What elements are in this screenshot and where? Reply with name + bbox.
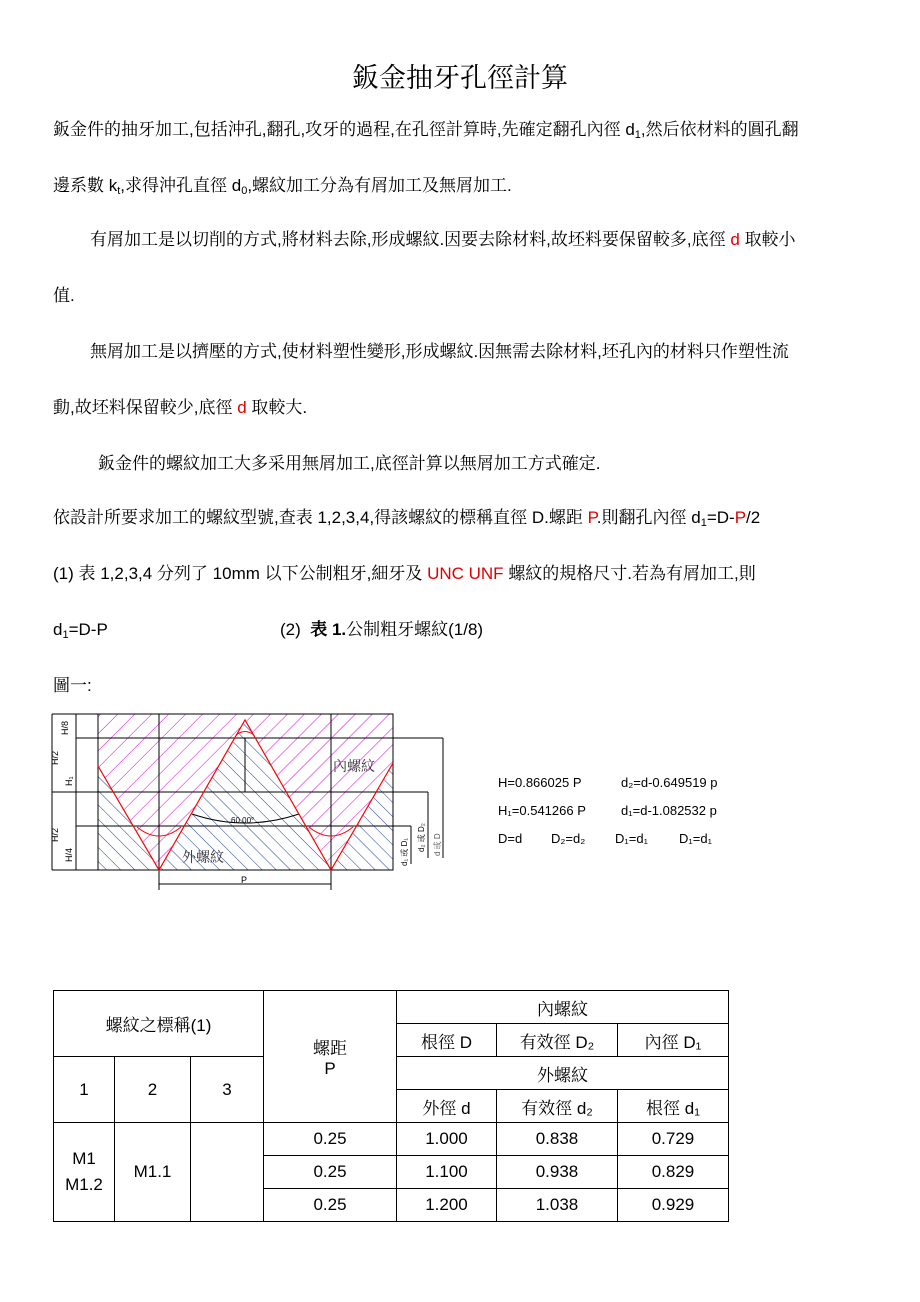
cell-pitch: 0.25 xyxy=(264,1123,397,1156)
formula: H₁=0.541266 P xyxy=(498,803,586,818)
paragraph-2-cont: 值. xyxy=(53,286,75,305)
cell-eff: 1.038 xyxy=(497,1189,618,1222)
header-col-1: 1 xyxy=(54,1057,115,1123)
cell-major: 1.100 xyxy=(397,1156,497,1189)
paragraph-2: 有屑加工是以切削的方式,將材料去除,形成螺紋.因要去除材料,故坯料要保留較多,底徑 d 取較小 xyxy=(90,230,796,249)
label-h1: H₁ xyxy=(64,776,74,786)
figure-label: 圖一: xyxy=(53,676,92,695)
formula: D₁=d₁ xyxy=(615,831,648,846)
page-title: 鈑金抽牙孔徑計算 xyxy=(352,63,568,93)
formula: D₁=d₁ xyxy=(679,831,712,846)
metric-coarse-thread-table xyxy=(53,990,729,1222)
paragraph-5: 依設計所要求加工的螺紋型號,查表 1,2,3,4,得該螺紋的標稱直徑 D.螺距 P.則翻孔內徑 $d_1=D-P/2$ xyxy=(53,508,761,529)
cell-minor: 0.729 xyxy=(618,1123,729,1156)
cell-eff: 0.938 xyxy=(497,1156,618,1189)
formula: D=d xyxy=(498,831,523,846)
formula: d₂=d-0.649519 p xyxy=(621,775,718,790)
paragraph-1: 鈑金件的抽牙加工,包括沖孔,翻孔,攻牙的過程,在孔徑計算時,先確定翻孔內徑 $d_1$,然后依材料的圓孔翻 xyxy=(53,120,799,141)
label-d1: d₁ 或 D₁ xyxy=(400,837,409,866)
header-outer-d: 外徑 d xyxy=(397,1090,497,1123)
label-h8: H/8 xyxy=(60,720,70,735)
label-d2: d₂ 或 D₂ xyxy=(417,823,426,852)
cell-series-1: M1 M1.2 xyxy=(54,1123,115,1222)
header-inner-thread: 內螺紋 xyxy=(397,991,729,1024)
header-nominal: 螺紋之標稱(1) xyxy=(54,991,264,1057)
paragraph-7: $d_1=D-P$ xyxy=(53,620,108,641)
table-row xyxy=(54,1123,729,1156)
header-root-d1: 根徑 d₁ xyxy=(618,1090,729,1123)
header-col-2: 2 xyxy=(115,1057,191,1123)
cell-pitch: 0.25 xyxy=(264,1156,397,1189)
label-inner-thread: 內螺紋 xyxy=(333,758,375,774)
label-h4: H/4 xyxy=(64,847,74,862)
header-eff-D2: 有效徑 D₂ xyxy=(497,1024,618,1057)
header-eff-d2: 有效徑 d₂ xyxy=(497,1090,618,1123)
paragraph-6: (1) 表 1,2,3,4 分列了 10mm 以下公制粗牙,細牙及 UNC UNF 螺紋的規格尺寸.若為有屑加工,則 xyxy=(53,564,756,583)
paragraph-4: 鈑金件的螺紋加工大多采用無屑加工,底徑計算以無屑加工方式確定. xyxy=(98,454,601,473)
cell-major: 1.000 xyxy=(397,1123,497,1156)
label-angle: 60.00° xyxy=(231,816,255,825)
cell-minor: 0.929 xyxy=(618,1189,729,1222)
label-outer-thread: 外螺紋 xyxy=(182,849,224,865)
cell-series-3 xyxy=(191,1123,264,1222)
table-caption: (2) 表 1.公制粗牙螺紋(1/8) xyxy=(280,620,484,639)
header-col-3: 3 xyxy=(191,1057,264,1123)
label-h2-bottom: H/2 xyxy=(50,827,60,842)
cell-pitch: 0.25 xyxy=(264,1189,397,1222)
header-pitch: 螺距 P xyxy=(264,991,397,1123)
paragraph-3-cont: 動,故坯料保留較少,底徑 d 取較大. xyxy=(53,398,308,417)
cell-series-2: M1.1 xyxy=(115,1123,191,1222)
paragraph-1-cont: 邊系數 $k_t$,求得沖孔直徑 $d_0$,螺紋加工分為有屑加工及無屑加工. xyxy=(53,176,512,197)
label-h2-top: H/2 xyxy=(50,750,60,765)
formula: d₁=d-1.082532 p xyxy=(621,803,717,818)
formula: D₂=d₂ xyxy=(551,831,586,846)
header-inner-D1: 內徑 D₁ xyxy=(618,1024,729,1057)
cell-eff: 0.838 xyxy=(497,1123,618,1156)
header-outer-thread: 外螺紋 xyxy=(397,1057,729,1090)
label-pitch: P xyxy=(241,875,248,885)
paragraph-3: 無屑加工是以擠壓的方式,使材料塑性變形,形成螺紋.因無需去除材料,坯孔內的材料只作塑性流 xyxy=(90,342,789,361)
label-d: d 或 D xyxy=(433,833,442,856)
cell-minor: 0.829 xyxy=(618,1156,729,1189)
formula: H=0.866025 P xyxy=(498,775,582,790)
header-root-D: 根徑 D xyxy=(397,1024,497,1057)
cell-major: 1.200 xyxy=(397,1189,497,1222)
